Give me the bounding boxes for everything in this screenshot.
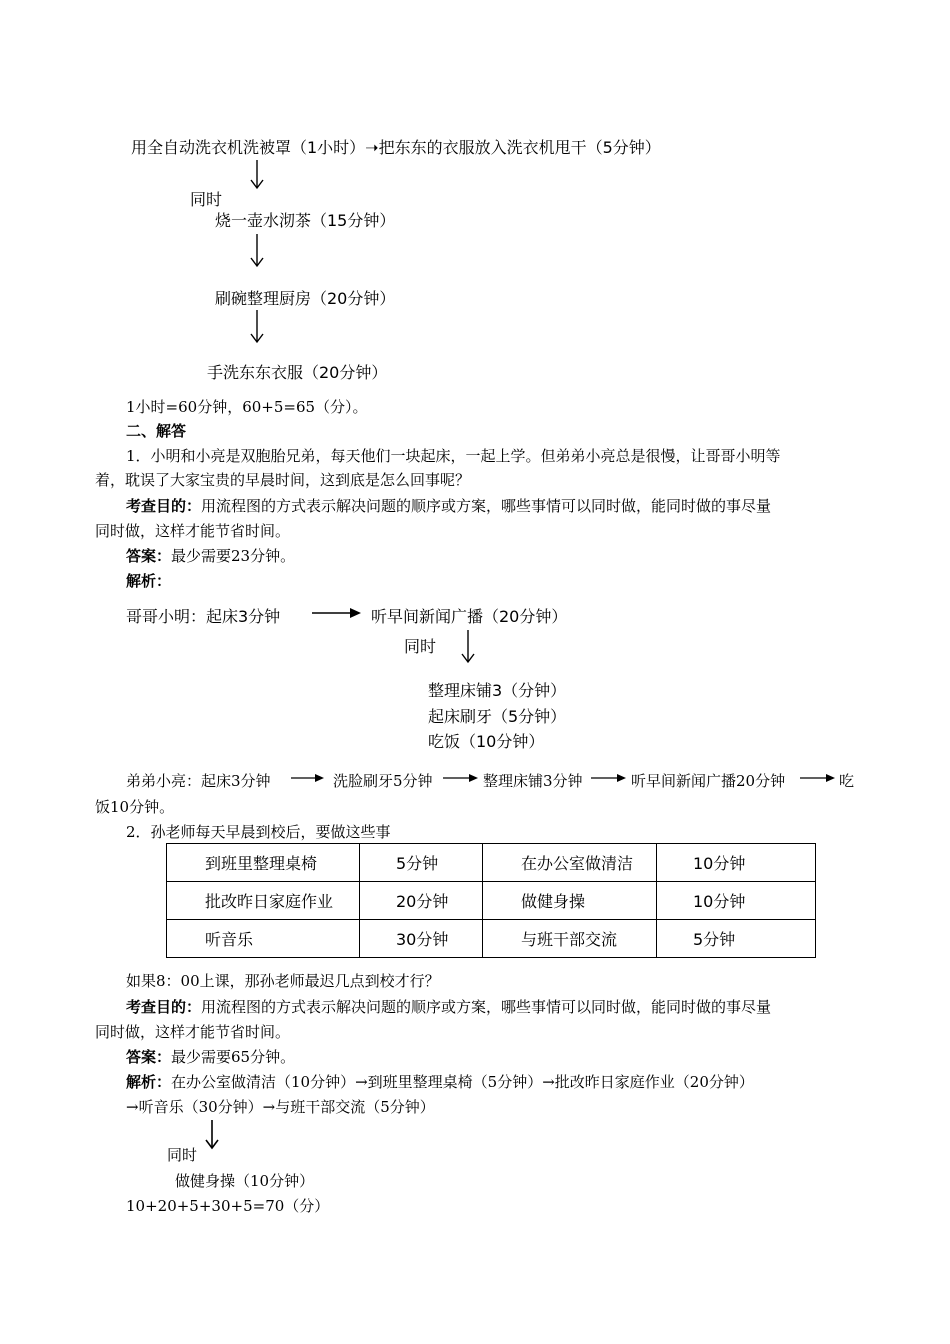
table-cell-task: 批改昨日家庭作业 xyxy=(167,882,360,920)
answer-label: 答案： xyxy=(126,1048,172,1066)
calc-line-1: 1小时=60分钟，60+5=65（分）。 xyxy=(126,398,368,416)
flow2-task-meal: 吃饭（10分钟） xyxy=(428,732,545,751)
flow3-label: 弟弟小亮：起床3分钟 xyxy=(126,772,271,790)
q2-answer xyxy=(126,1046,295,1067)
q1-analysis-label: 解析： xyxy=(126,572,172,590)
arrow-right-icon xyxy=(312,606,362,620)
arrow-down-icon xyxy=(250,234,264,268)
table-cell-time: 20分钟 xyxy=(360,882,483,920)
flow3-step-wash: 洗脸刷牙5分钟 xyxy=(333,772,433,790)
table-cell-task: 与班干部交流 xyxy=(483,920,657,958)
flow2-person: 哥哥小明：起床3分钟 xyxy=(126,607,281,626)
arrow-right-icon xyxy=(291,772,325,784)
table-cell-time: 5分钟 xyxy=(360,844,483,882)
q2-calc: 10+20+5+30+5=70（分） xyxy=(126,1197,330,1215)
arrow-down-icon xyxy=(205,1120,219,1150)
section-title: 二、解答 xyxy=(126,422,187,440)
flow1-step-kitchen: 刷碗整理厨房（20分钟） xyxy=(215,289,396,308)
q1-line-1: 1．小明和小亮是双胞胎兄弟，每天他们一块起床，一起上学。但弟弟小亮总是很慢，让哥哥小明等 xyxy=(126,447,781,465)
q2-exercise: 做健身操（10分钟） xyxy=(175,1172,315,1190)
table-row xyxy=(167,844,816,882)
table-cell-task: 到班里整理桌椅 xyxy=(167,844,360,882)
arrow-right-icon xyxy=(800,772,836,784)
q2-question: 如果8：00上课，那孙老师最迟几点到校才行？ xyxy=(126,972,440,990)
flow1-step-handwash: 手洗东东衣服（20分钟） xyxy=(207,363,388,382)
analysis-label: 解析： xyxy=(126,1073,172,1091)
answer-label: 答案： xyxy=(126,547,172,565)
flow3-step-eat-end: 饭10分钟。 xyxy=(95,798,175,816)
q2-intro: 2．孙老师每天早晨到校后，要做这些事 xyxy=(126,823,391,841)
q1-answer xyxy=(126,545,295,566)
q1-purpose-line-2: 同时做，这样才能节省时间。 xyxy=(95,522,291,540)
table-cell-task: 在办公室做清洁 xyxy=(483,844,657,882)
flow2-task-teeth: 起床刷牙（5分钟） xyxy=(428,707,567,726)
table-cell-task: 做健身操 xyxy=(483,882,657,920)
q2-analysis-line-2: →听音乐（30分钟）→与班干部交流（5分钟） xyxy=(126,1098,435,1116)
table-row xyxy=(167,882,816,920)
purpose-text: 用流程图的方式表示解决问题的顺序或方案，哪些事情可以同时做，能同时做的事尽量 xyxy=(201,497,772,515)
answer-text: 最少需要65分钟。 xyxy=(171,1048,296,1066)
flow2-task-bed: 整理床铺3（分钟） xyxy=(428,681,567,700)
q2-purpose xyxy=(126,996,771,1017)
purpose-text: 用流程图的方式表示解决问题的顺序或方案，哪些事情可以同时做，能同时做的事尽量 xyxy=(201,998,772,1016)
arrow-down-icon xyxy=(250,160,264,190)
q2-analysis xyxy=(126,1071,754,1092)
table-row xyxy=(167,920,816,958)
q2-simultaneous-label: 同时 xyxy=(167,1146,198,1164)
purpose-label: 考查目的： xyxy=(126,998,202,1016)
flow2-simultaneous-label: 同时 xyxy=(404,637,437,656)
task-table xyxy=(166,843,816,958)
flow1-step-tea: 烧一壶水沏茶（15分钟） xyxy=(215,211,396,230)
flow3-step-eat-start: 吃 xyxy=(839,772,855,790)
q1-purpose xyxy=(126,495,771,516)
arrow-down-icon xyxy=(461,630,475,664)
arrow-right-icon xyxy=(591,772,627,784)
table-cell-time: 10分钟 xyxy=(657,882,816,920)
analysis-text: 在办公室做清洁（10分钟）→到班里整理桌椅（5分钟）→批改昨日家庭作业（20分钟） xyxy=(171,1073,754,1091)
flow2-listen: 听早间新闻广播（20分钟） xyxy=(371,607,568,626)
table-cell-time: 10分钟 xyxy=(657,844,816,882)
flow1-simultaneous-label: 同时 xyxy=(190,190,223,209)
flow3-step-news: 听早间新闻广播20分钟 xyxy=(631,772,786,790)
q1-line-2: 着，耽误了大家宝贵的早晨时间，这到底是怎么回事呢？ xyxy=(95,471,471,489)
table-cell-time: 30分钟 xyxy=(360,920,483,958)
table-cell-task: 听音乐 xyxy=(167,920,360,958)
q2-purpose-line-2: 同时做，这样才能节省时间。 xyxy=(95,1023,291,1041)
table-cell-time: 5分钟 xyxy=(657,920,816,958)
flow3-step-bed: 整理床铺3分钟 xyxy=(483,772,583,790)
arrow-right-icon xyxy=(443,772,479,784)
flow1-top-line: 用全自动洗衣机洗被罩（1小时）➝把东东的衣服放入洗衣机甩干（5分钟） xyxy=(131,138,661,157)
answer-text: 最少需要23分钟。 xyxy=(171,547,296,565)
purpose-label: 考查目的： xyxy=(126,497,202,515)
arrow-down-icon xyxy=(250,310,264,344)
